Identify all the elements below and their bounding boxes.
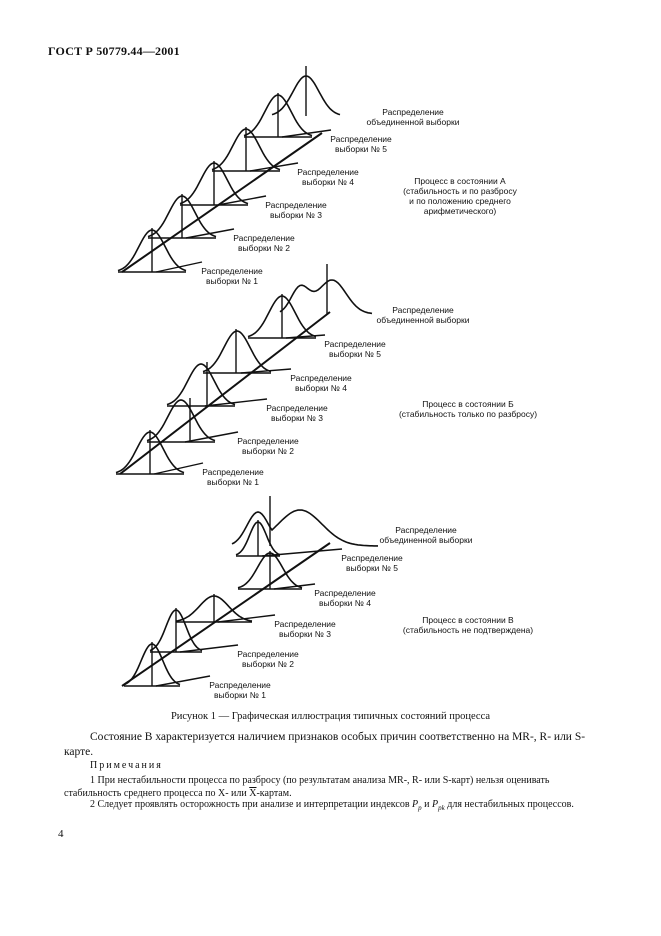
sample-label-1-line: Распределение (209, 680, 271, 690)
paragraph-state-v: Состояние В характеризуется наличием признаков особых причин соответственно на MR-, R- или S-карте. (64, 731, 586, 758)
index-ppk: $P_{pk}$ (432, 799, 445, 812)
sample-label-4-line: Распределение (297, 167, 359, 177)
time-axis-line (122, 543, 330, 686)
note-1-text: 1 При нестабильности процесса по разбросу (по результатам анализа MR-, R- или S-карт) нельзя оценивать стабильность среднего процесса по X- или (64, 775, 550, 799)
combined-label (380, 525, 473, 545)
sample-label-1 (201, 266, 263, 286)
combined-label-line: объединенной выборки (376, 315, 470, 325)
time-axis-line (120, 312, 330, 474)
sample-label-4-line: выборки № 4 (295, 383, 347, 393)
panel-state-C (122, 496, 533, 700)
sample-label-1 (209, 680, 271, 700)
label-leader-line (156, 676, 210, 686)
label-leader-line (250, 163, 298, 171)
sample-label-2-line: Распределение (237, 649, 299, 659)
label-leader-line (185, 432, 238, 442)
combined-label-line: объединенной выборки (366, 117, 460, 127)
combined-distribution-curve (232, 510, 378, 546)
sample-distribution-curve (167, 364, 235, 405)
notes-heading: Примечания (90, 760, 163, 771)
panel-state-A (118, 66, 518, 286)
combined-label (377, 305, 470, 325)
sample-label-4-line: выборки № 4 (302, 177, 354, 187)
sample-label-5-line: Распределение (341, 553, 403, 563)
process-state-label-line: Процесс в состоянии А (414, 176, 506, 186)
sample-label-5 (324, 339, 386, 359)
sample-label-4 (314, 588, 376, 608)
document-header: ГОСТ Р 50779.44—2001 (48, 44, 180, 58)
figure-caption: Рисунок 1 — Графическая иллюстрация типичных состояний процесса (170, 711, 491, 722)
sample-label-3-line: Распределение (274, 619, 336, 629)
sample-label-1-line: выборки № 1 (206, 276, 258, 286)
sample-label-3-line: выборки № 3 (279, 629, 331, 639)
process-state-label (403, 176, 517, 216)
page-number: 4 (58, 828, 64, 840)
sample-label-4 (290, 373, 352, 393)
combined-label-line: Распределение (392, 305, 454, 315)
sample-label-3 (265, 200, 327, 220)
note-2-text: 2 Следует проявлять осторожность при анализе и интерпретации индексов (90, 799, 413, 810)
sample-label-3-line: Распределение (265, 200, 327, 210)
sample-label-5-line: Распределение (324, 339, 386, 349)
combined-label-line: объединенной выборки (379, 535, 473, 545)
note-1-end: -картам. (256, 788, 292, 799)
sample-label-1-line: Распределение (202, 467, 264, 477)
sample-label-5-line: выборки № 5 (346, 563, 398, 573)
sample-label-2-line: Распределение (237, 436, 299, 446)
process-state-label-line: и по положению среднего (409, 196, 511, 206)
sample-label-1 (202, 467, 264, 487)
note-2-end: для нестабильных процессов. (444, 799, 574, 810)
index-pp: $P_p$ (412, 799, 422, 812)
sample-label-2-line: Распределение (233, 233, 295, 243)
sample-label-2-line: выборки № 2 (238, 243, 290, 253)
process-state-label (399, 399, 537, 419)
note-1 (64, 774, 604, 800)
note-2 (64, 798, 604, 815)
sample-label-3-line: выборки № 3 (271, 413, 323, 423)
sample-label-1-line: выборки № 1 (207, 477, 259, 487)
sample-label-3 (266, 403, 328, 423)
note-2-and: и (421, 799, 433, 810)
combined-label (367, 107, 460, 127)
sample-label-3-line: выборки № 3 (270, 210, 322, 220)
sample-label-5 (341, 553, 403, 573)
sample-label-4 (297, 167, 359, 187)
sample-label-2 (237, 649, 299, 669)
sample-label-5 (330, 134, 392, 154)
process-state-label-line: (стабильность не подтверждена) (402, 625, 534, 635)
label-leader-line (282, 130, 331, 137)
sample-label-2 (233, 233, 295, 253)
label-leader-line (154, 463, 203, 474)
process-state-label-line: арифметического) (423, 206, 497, 216)
sample-label-5-line: Распределение (330, 134, 392, 144)
sample-label-2-line: выборки № 2 (242, 446, 294, 456)
combined-label-line: Распределение (382, 107, 444, 117)
label-leader-line (186, 229, 234, 238)
process-state-label (403, 615, 533, 635)
sample-label-3 (274, 619, 336, 639)
process-state-label-line: Процесс в состоянии Б (422, 399, 514, 409)
process-state-label-line: Процесс в состоянии В (422, 615, 514, 625)
sample-label-4-line: Распределение (290, 373, 352, 383)
label-leader-line (156, 262, 202, 272)
panel-state-B (116, 264, 537, 487)
note-1-xbar: $\overline{X}$ (249, 788, 257, 799)
process-state-label-line: (стабильность только по разбросу) (398, 409, 538, 419)
sample-label-5-line: выборки № 5 (329, 349, 381, 359)
sample-label-2-line: выборки № 2 (242, 659, 294, 669)
sample-label-3-line: Распределение (266, 403, 328, 413)
sample-label-1-line: Распределение (201, 266, 263, 276)
label-leader-line (180, 645, 238, 652)
sample-label-4-line: выборки № 4 (319, 598, 371, 608)
combined-label-line: Распределение (395, 525, 457, 535)
sample-distribution-curve (203, 331, 271, 372)
label-leader-line (218, 615, 275, 622)
sample-label-4-line: Распределение (314, 588, 376, 598)
sample-label-1-line: выборки № 1 (214, 690, 266, 700)
process-state-label-line: (стабильность и по разбросу (403, 186, 517, 196)
sample-label-2 (237, 436, 299, 456)
sample-label-5-line: выборки № 5 (335, 144, 387, 154)
